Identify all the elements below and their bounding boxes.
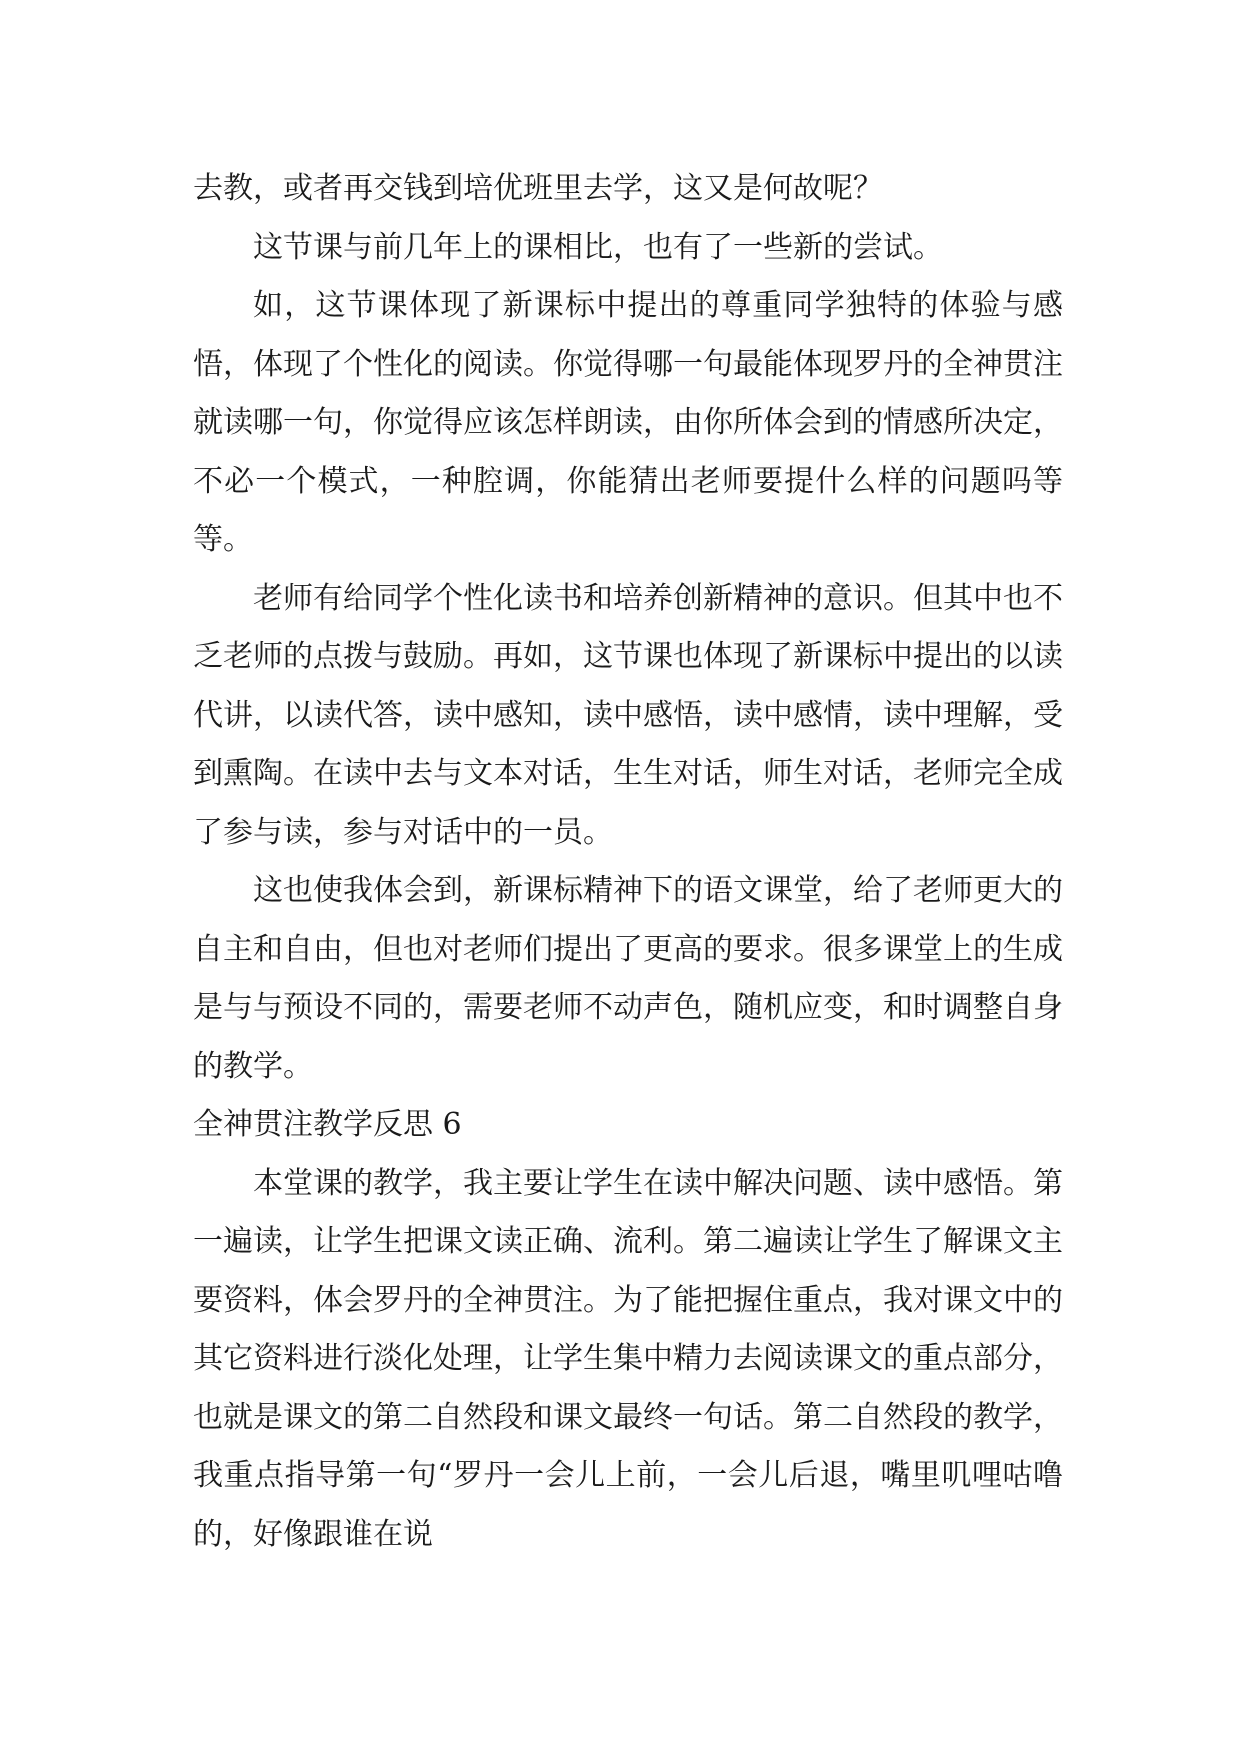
paragraph: 这节课与前几年上的课相比，也有了一些新的尝试。: [253, 229, 943, 265]
paragraph: 本堂课的教学，我主要让学生在读中解决问题、读中感悟。第一遍读，让学生把课文读正确、流利。第二遍读让学生了解课文主要资料，体会罗丹的全神贯注。为了能把握住重点，我对课文中的其它资料进行淡化处理，让学生集中精力去阅读课文的重点部分，也就是课文的第二自然段和课文最终一句话。第二自然段的教学，我重点指导第一句“罗丹一会儿上前，一会儿后退，嘴里叽哩咕噜的，好像跟谁在说: [193, 1165, 1063, 1552]
document-body: [193, 160, 1063, 1564]
paragraph: 这也使我体会到，新课标精神下的语文课堂，给了老师更大的自主和自由，但也对老师们提出了更高的要求。很多课堂上的生成是与与预设不同的，需要老师不动声色，随机应变，和时调整自身的教学。: [193, 873, 1063, 1084]
paragraph-continued: 去教，或者再交钱到培优班里去学，这又是何故呢？: [193, 171, 883, 206]
paragraph: 如，这节课体现了新课标中提出的尊重同学独特的体验与感悟，体现了个性化的阅读。你觉得哪一句最能体现罗丹的全神贯注就读哪一句，你觉得应该怎样朗读，由你所体会到的情感所决定，不必一个模式，一种腔调，你能猜出老师要提什么样的问题吗等等。: [193, 288, 1063, 557]
section-heading: 全神贯注教学反思 6: [193, 1107, 462, 1142]
paragraph: 老师有给同学个性化读书和培养创新精神的意识。但其中也不乏老师的点拨与鼓励。再如，这节课也体现了新课标中提出的以读代讲，以读代答，读中感知，读中感悟，读中感情，读中理解，受到熏陶。在读中去与文本对话，生生对话，师生对话，老师完全成了参与读，参与对话中的一员。: [193, 580, 1063, 850]
